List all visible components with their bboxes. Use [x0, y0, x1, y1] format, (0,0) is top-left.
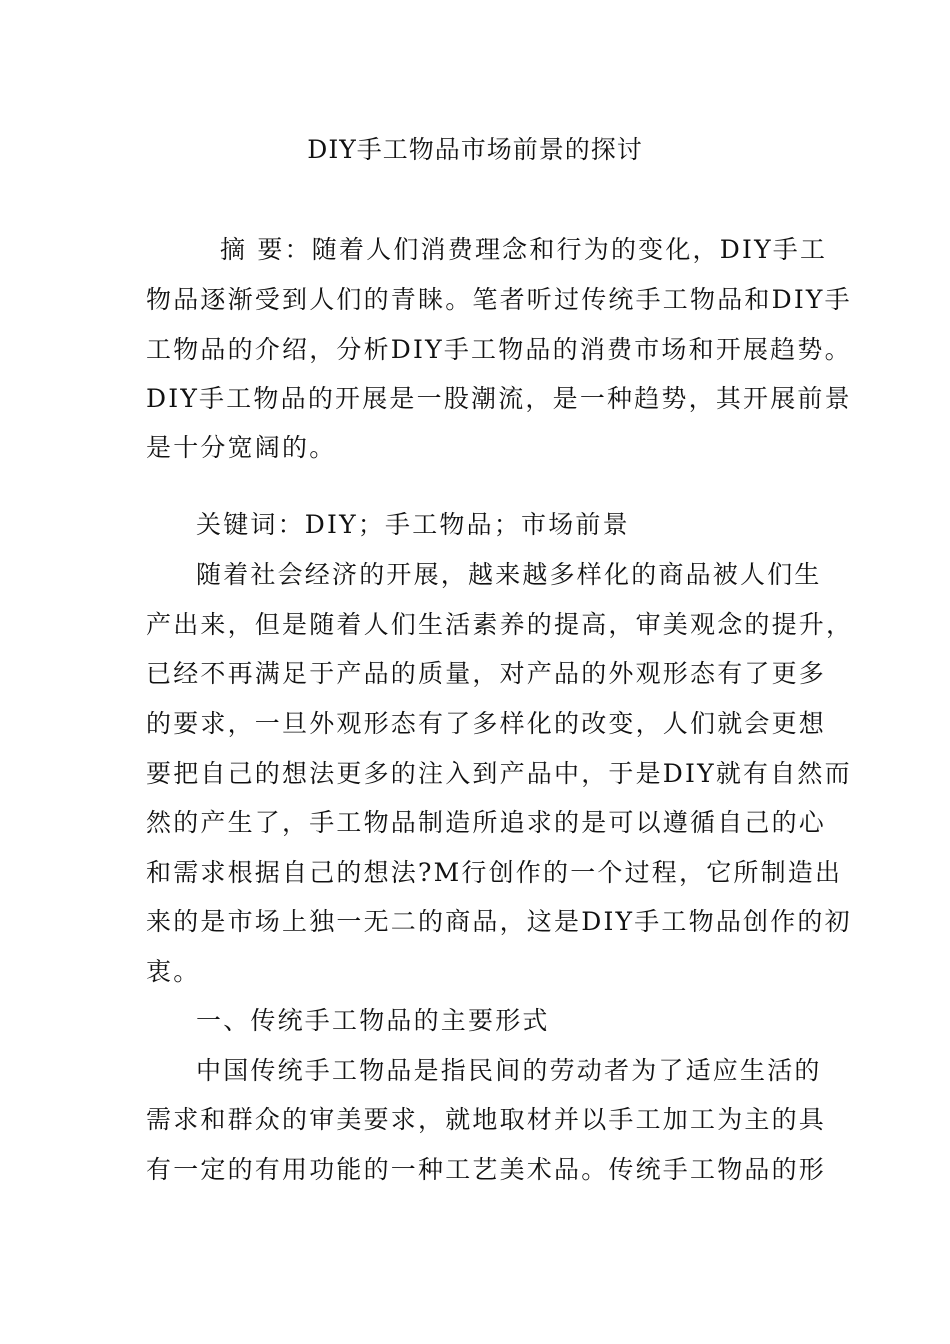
paragraph-line: 有一定的有用功能的一种工艺美术品。传统手工物品的形	[146, 1155, 827, 1184]
paragraph-line: 随着社会经济的开展，越来越多样化的商品被人们生	[196, 560, 822, 589]
document-title: DIY手工物品市场前景的探讨	[307, 135, 643, 164]
paragraph-line: 中国传统手工物品是指民间的劳动者为了适应生活的	[196, 1056, 822, 1085]
paragraph-line: 然的产生了，手工物品制造所追求的是可以遵循自己的心	[146, 808, 827, 837]
abstract-line: 摘 要：随着人们消费理念和行为的变化，DIY手工	[220, 235, 828, 264]
paragraph-line: 已经不再满足于产品的质量，对产品的外观形态有了更多	[146, 659, 827, 688]
abstract-line: 是十分宽阔的。	[146, 433, 337, 462]
paragraph-line: 需求和群众的审美要求，就地取材并以手工加工为主的具	[146, 1105, 827, 1134]
paragraph-line: 的要求，一旦外观形态有了多样化的改变，人们就会更想	[146, 709, 827, 738]
section-heading: 一、传统手工物品的主要形式	[196, 1006, 550, 1035]
abstract-line: DIY手工物品的开展是一股潮流，是一种趋势，其开展前景	[146, 384, 852, 413]
keywords-line: 关键词：DIY；手工物品；市场前景	[196, 510, 630, 539]
paragraph-line: 要把自己的想法更多的注入到产品中，于是DIY就有自然而	[146, 759, 852, 788]
paragraph-line: 衷。	[146, 957, 201, 986]
paragraph-line: 和需求根据自己的想法?M行创作的一个过程，它所制造出	[146, 858, 843, 887]
abstract-line: 物品逐渐受到人们的青睐。笔者听过传统手工物品和DIY手	[146, 285, 852, 314]
abstract-line: 工物品的介绍，分析DIY手工物品的消费市场和开展趋势。	[146, 335, 852, 364]
paragraph-line: 产出来，但是随着人们生活素养的提高，审美观念的提升，	[146, 610, 854, 639]
paragraph-line: 来的是市场上独一无二的商品，这是DIY手工物品创作的初	[146, 907, 852, 936]
